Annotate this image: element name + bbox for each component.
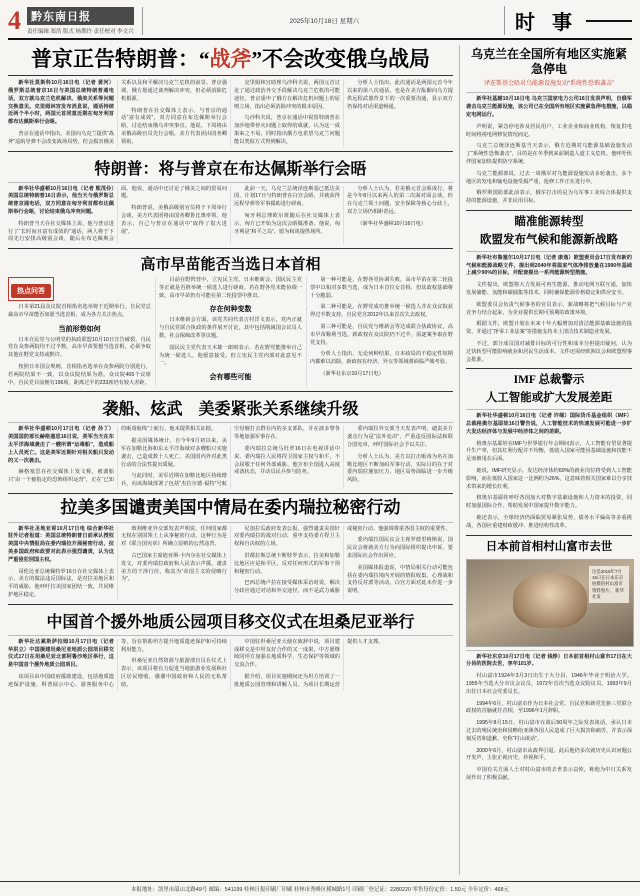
paragraph: 1995年8月15日，村山富市在战后50周年之际发表谈话，承认日本过去的殖民统治和侵略给亚洲各国人民造成了巨大损害和痛苦，并表示深刻反省和道歉，史称“村山谈话”。 — [466, 720, 633, 742]
divider — [466, 535, 632, 536]
paper-logo — [27, 7, 143, 35]
paragraph: 分析人士认为，若美俄元首会晤成行，将是今年8月以来两人的第二次面对面会谈，但在乌克兰领土问题、安全保障等核心分歧上，双方立场仍相距甚远。 — [347, 185, 453, 215]
paragraph: 欧盟委员会负责气候事务的官员表示，新战略将把气候目标与产业竞争力结合起来，为企业提供长期可预期的政策环境。 — [466, 301, 632, 316]
staff-line: 责任编辑 郑浩 版式 杨期许 责任校对 李文兴 — [27, 28, 134, 35]
paragraph: 新华社圣地亚哥10月17日电 综合新华社驻外记者报道：美国总统特朗普日前承认授权美国中央情报局在委内瑞拉开展秘密行动，拉美多国政府和政要对此表示强烈谴责，认为这严重侵犯别国主权。 — [8, 525, 114, 563]
paragraph: 目前在野阵营中，立宪民主党、日本维新会、国民民主党等正就是否推举统一候选人进行磋商。若在野各党未能协调一致，高市早苗仍有可能在第二轮投票中胜出。 — [159, 277, 302, 299]
paragraph: 新华社华盛顿10月16日电（记者 熊茂伶）美国总统特朗普16日表示，他当天与俄罗斯总统普京通电话，双方同意在匈牙利首都布达佩斯举行会晤，讨论结束俄乌冲突问题。 — [8, 185, 114, 215]
body-columns — [8, 80, 453, 146]
divider — [466, 368, 632, 369]
divider — [8, 604, 453, 605]
paragraph: 新华社布鲁塞尔10月17日电（记者 康逸）欧盟委员会17日发布新的气候和能源战略文件，提出到2040年将温室气体净排放量在1990年基础上减少90%的目标，并配套提出一系列能源转型措施。 — [466, 254, 632, 277]
headline-imf-line2: 人工智能或扩大发展差距 — [485, 392, 613, 405]
paragraph: 该项目由中国政府援助建设，包括地质遗迹保护设施、科普展示中心、游客服务中心等，旨在帮助坦方提升地质遗迹保护和可持续利用能力。 — [8, 638, 227, 688]
article-murayama-obituary — [466, 540, 632, 783]
paragraph: 普京在通话中指出，美国向乌克兰提供“战斧”巡航导弹不会改变战场局势，但会损害俄美关系以及和平解决乌克兰危机的前景。普京强调，俄方愿通过谈判解决冲突，但必须消除危机根源。 — [8, 80, 227, 145]
portrait-figure — [513, 573, 586, 628]
hot-topic-tag-wrap — [8, 277, 54, 301]
headline-murayama-obituary: 日本前首相村山富市去世 — [485, 540, 613, 553]
article-imf-ai-warning — [466, 373, 632, 530]
paragraph: 新华社华盛顿10月17日电（记者 孙丁）美国国防部长赫格塞思16日说，美军当天在东太平洋海域袭击了一艘所谓“运毒船”，造成船上人员死亡。这是美军近期针对相关船只发动的又一次袭击。 — [8, 426, 114, 464]
subheading-current-situation: 当前形势如何 — [58, 324, 101, 333]
paragraph: 乌克兰总统泽连斯基当天表示，俄方近期对乌能源基础设施发动了“系统性恐怖袭击”，目的是在冬季到来前制造人道主义危机。他呼吁伙伴国家加快提供防空系统。 — [466, 143, 632, 165]
paragraph: 据介绍，项目实施期间还为坦方培训了一批地质公园管理和讲解人员，为项目长期运营提供人才支撑。 — [234, 638, 384, 688]
headline-emphasis: 战斧 — [209, 47, 252, 71]
masthead — [8, 6, 632, 40]
headline-geopark-tanzania: 中国首个援外地质公园项目移交仪式在坦桑尼亚举行 — [46, 613, 415, 631]
divider — [8, 75, 453, 76]
paragraph: 她还表示，全球经济仍面临贸易紧张局势、债务水平偏高等多重挑战，各国应重建财政缓冲、推进结构性改革。 — [466, 515, 632, 529]
paragraph: 她说，IMF研究显示，发达经济体约60%的就业岗位将受到人工智能影响，而在低收入国家这一比例约为26%，这意味着相关国家难以分享技术带来的增长红利。 — [466, 468, 633, 490]
paragraph: 巴西总统卢拉在接受媒体采访时说，解决分歧应通过对话和外交途径，而不是武力威胁或秘密行动。他强调尊重各国主权的重要性。 — [234, 525, 451, 595]
hot-topic-tag: 热点问答 — [11, 284, 51, 298]
paragraph: 新华社华盛顿10月16日电（记者 许缘）国际货币基金组织（IMF）总裁格奥尔基耶娃16日警告说，人工智能技术的快速发展可能进一步扩大发达经济体与发展中经济体之间的差距。 — [466, 413, 632, 435]
photo-murayama — [466, 559, 634, 647]
paragraph: 匈牙利总理欧尔班随后在社交媒体上表示，匈方已开始为这次会晤做准备。他说，匈牙利是“和平之岛”，愿为和谈提供场所。 — [234, 212, 340, 235]
paragraph: 美国媒体报道说，中情局相关行动可能包括在委内瑞拉境内开展的情报收集、心理战和支持反对派等活动。白宫方面对此未作进一步说明。 — [347, 564, 453, 595]
paragraph: 不过，部分成员国对减排目标的可行性和成本分担提出疑问，认为过快转型可能影响就业和居民生活成本。文件还需经欧洲议会和欧盟理事会批准。 — [466, 341, 633, 363]
paragraph: 文件提出，欧盟将大力发展可再生能源，推动电网互联互通，加快发展储能、氢能和碳捕集等技术，同时确保能源价格稳定和供应安全。 — [466, 282, 632, 297]
paragraph: 乌克兰能源部说，过去一周俄军对乌能源设施发动多轮袭击，多个地区的发电和输电设施受损严重，抢修工作正在进行中。 — [466, 170, 632, 185]
paragraph: 委内瑞拉外交部当天发表声明，谴责美方袭击行为是“法外处决”，严重违反国际法和联合国宪章，呼吁国际社会予以关注。 — [347, 426, 453, 449]
divider — [8, 522, 453, 523]
paragraph: 1994年6月，村山富市作为日本社会党、自民党和新党先驱三党联合政权的首脑就任首相，至1996年1月辞职。 — [466, 700, 632, 715]
divider — [466, 251, 632, 252]
paragraph: 2000年6月，村山富市从政界引退。此后他仍多次就历史认识问题公开发声，主张正视历史、珍视和平。 — [466, 747, 632, 762]
left-column-group — [8, 45, 460, 875]
article-takaichi — [8, 253, 453, 387]
paragraph: 新华社基辅10月16日电 乌克兰国家电力公司16日发表声明，自俄军袭击乌克兰能源设施，该公司已在全国所有地区实施紧急停电措施，以稳定电网运行。 — [466, 96, 633, 118]
body-columns — [8, 526, 453, 600]
paragraph: 新华社达累斯萨拉姆10月17日电（记者 华洪立）中国援建坦桑尼亚地质公园项目移交仪式17日在坦桑尼亚北部阿鲁沙地区举行，这是中国首个援外地质公园项目。 — [8, 638, 114, 669]
paragraph: 与此同时，美军近期在加勒比地区持续增兵，向该海域部署了包括“杰拉尔德·福特”号航空母舰打击群在内的多支部队，并在波多黎各等地加强军事存在。 — [121, 426, 340, 488]
headline-budapest-summit: 特朗普：将与普京在布达佩斯举行会晤 — [94, 160, 367, 178]
paragraph: 新华社东京10月17日电（记者 钱铮）日本前首相村山富市17日在大分县的医院去世，享年101岁。 — [466, 653, 632, 668]
paragraph: 克里姆林宫助理乌沙科夫说，两国元首讨论了通过政治外交手段解决乌克兰危机的可能途径，普京重申了俄方在解决危机问题上的原则立场，指出必须消除冲突的根本原因。 — [234, 80, 340, 110]
issue-date: 2025年10月18日 星期六 — [289, 18, 360, 25]
article-geopark-tanzania — [8, 609, 453, 690]
paragraph: 特朗普在社交媒体上表示，与普京的通话“富有成效”，双方同意在布达佩斯举行会晤，讨论结束俄乌冲突事宜。他说，下周将由美俄高级官员先行会晤，美方代表团由国务卿领衔。 — [121, 107, 227, 145]
paragraph: 日本自民党与公明党的执政联盟10月10日宣告破裂，自民党在众参两院均不过半数，高市早苗要想当选首相，必须争取其他在野党支持或默许。 — [8, 336, 151, 359]
paragraph: 尼加拉瓜政府发表公报，强烈谴责美国针对委内瑞拉的敌对行动，重申支持委方捍卫主权和自决权的立场。 — [234, 525, 340, 548]
paragraph: 乌沙科夫说，普京在通话中祝贺特朗普在加沙地带停火问题上取得的成就，认为这一成果来之不易，同时指出俄方也希望乌克兰问题能以类似方式得到解决。 — [234, 115, 340, 145]
paragraph: 委内瑞拉总统马杜罗16日在电视讲话中说，委内瑞拉人民将捍卫国家主权与和平，不会屈服于任何外部威胁。他宣布全国进入高度戒备状态，并动员民兵参与防务。 — [234, 446, 340, 476]
paragraph: 中国驻坦桑尼亚大使在致辞中说，项目建成移交是中坦友好合作的又一成果，中方愿继续同坦方加强在地质科学、生态保护等领域的交流合作。 — [234, 638, 340, 669]
body-columns — [8, 639, 453, 690]
paragraph: 根据文件，欧盟计划在未来十年大幅增加对清洁能源基础设施的投资，并通过“净零工业法案”等措施支持本土清洁技术制造业发展。 — [466, 321, 632, 336]
page-body — [8, 45, 632, 875]
paragraph: （新华社华盛顿10月16日电） — [357, 220, 426, 227]
right-column-group — [460, 45, 632, 875]
paragraph: 中国有关方面人士对村山富市的去世表示哀悼，称他为中日关系发展作出了积极贡献。 — [466, 767, 632, 781]
paragraph-intro: 日本第21届众议院首相指名选举将于近期举行。自民党总裁高市早苗能否如愿当选首相，成为各方关注焦点。 — [8, 304, 151, 318]
subheading-variables: 存在何种变数 — [209, 305, 252, 314]
paragraph: 日本维新会方面，该党共同代表吉村洋文表示，党内正就与自民党联合执政的条件展开讨论，其中包括削减国会议员人数、社会保障改革等议题。 — [159, 317, 302, 340]
paragraph: 俄罗斯国防部此前表示，俄军打击的是为乌军事工业综合体提供支持的能源设施，并非民用目标。 — [466, 190, 632, 205]
headline-part-1: 普京正告特朗普：“ — [31, 47, 210, 71]
divider — [8, 493, 453, 494]
paragraph: 哥伦比亚总统佩特罗16日在社交媒体上表示，美方的做法违反国际法，是对拉美地区和平的威胁。他呼吁拉美国家团结一致，共同维护地区稳定。 — [8, 568, 114, 598]
page-footer: 本报地址：凯里市韶山北路49号 邮编：541199 桂林日报印刷厂印刷 桂林市秀峰区模城路1号 印刷厂登记证：2280220 零售每份定价：1.50元 全年定价：468元 — [0, 881, 640, 896]
paragraph: 第一种可能是，在野各党协调失败，高市早苗在第二轮投票中以相对多数当选，成为日本首位女首相，但其政权基础将十分脆弱。 — [310, 277, 453, 299]
divider — [8, 391, 453, 392]
paragraph: 赫格塞思在社交媒体上发文称，被袭船只“由一个被指定的恐怖组织运营”，正在“已知的贩毒航线”上航行。他未提供相关证据。 — [8, 426, 217, 484]
section-rule — [586, 20, 632, 22]
section-title: 时 事 — [504, 6, 578, 35]
divider — [8, 151, 453, 152]
divider — [466, 210, 632, 211]
subhead-ukraine-blackout: 泽连斯基会晤对乌能源设施发动“系统性恐怖袭击” — [484, 81, 614, 87]
paragraph: 格奥尔基耶娃呼吁各国加大对数字基础设施和人力资本的投资，同时加强国际合作，帮助发展中国家提升数字能力。 — [466, 495, 632, 510]
headline-takaichi: 高市早苗能否当选日本首相 — [140, 257, 321, 274]
divider — [8, 635, 453, 636]
article-putin-trump — [8, 47, 453, 147]
body-columns — [8, 186, 453, 245]
paragraph: 分析人士指出，此次通话是两国元首今年以来的第八次通话，也是在美方酝酿向乌方提供远程武器背景下的一次重要沟通，显示双方仍保持对话渠道畅通。 — [347, 80, 453, 110]
article-eu-climate-strategy — [466, 215, 632, 364]
headline-us-venezuela-tension: 袭船、炫武 美委紧张关系继续升级 — [102, 401, 359, 419]
headline-eu-climate-line1: 瞄准能源转型 — [514, 215, 584, 228]
paper-name: 黔东南日报 — [27, 7, 134, 25]
article-us-venezuela-tension — [8, 396, 453, 489]
paragraph: 按照日本国会规则，首相指名选举在众参两院分别进行，若两院结果不一致，以众议院结果为准。众议院465个议席中，自民党目前拥有196席，距离过半的233席仍有较大差距。 — [8, 364, 151, 386]
paragraph: 国民民主党代表玉木雄一郎则表示，若在野党能推举自己为统一候选人，他愿意接受。但立宪民主党内部对此意见不一。 — [159, 344, 302, 367]
headline-imf-line1: IMF 总裁警示 — [513, 374, 585, 387]
divider — [466, 650, 632, 651]
paragraph: 分析人士指出，无论何种结果，日本政局的不稳定性短期内都难以消除，新政权在经济、外交等领域将面临严峻考验。 — [310, 351, 453, 366]
headline-latam-condemns-cia: 拉美多国谴责美国中情局在委内瑞拉秘密行动 — [60, 498, 401, 518]
paragraph: 第二种可能是，在野党成功推举统一候选人并在众议院获得过半数支持，自民党自2012年以来首次失去政权。 — [310, 304, 453, 319]
paragraph: 村山富市1924年3月3日出生于大分县，1946年毕业于明治大学。1955年当选大分市议会议员，1972年首次当选众议院议员，1993年9月出任日本社会党委员长。 — [466, 673, 632, 695]
headline-part-2: ”不会改变俄乌战局 — [251, 47, 430, 71]
paragraph: 坦桑尼亚自然资源与旅游部官员在仪式上表示，该项目将有力促进当地旅游业发展和社区居民增收，感谢中国政府和人民的无私帮助。 — [121, 658, 227, 688]
body-columns — [8, 277, 453, 387]
paragraph: 格奥尔基耶娃在IMF与世界银行年会期间表示，人工智能有望显著提升生产率，但其红利分配并不均衡，低收入国家可能因基础设施和技能不足而被甩在后面。 — [466, 440, 633, 463]
paragraph: 此前一天，乌克兰总统泽连斯基已抵达美国，计划17日与特朗普在白宫会晤，并就获得远程导弹等军事援助进行磋商。 — [234, 185, 340, 208]
page-number: 4 — [8, 5, 21, 35]
divider — [8, 422, 453, 423]
paragraph: 特朗普说，美俄高级别官员将于下周举行会谈，美方代表团将由国务卿鲁比奥率领。他表示，自己与普京在通话中“取得了很大进展”。 — [121, 205, 227, 235]
paragraph: 分析人士认为，美方以打击贩毒为名在加勒比地区不断加码军事行动，实际目的在于对委内瑞拉施加压力，地区局势面临进一步升级风险。 — [347, 453, 453, 484]
paragraph: 声明说，紧急停电涉及居民用户、工业企业和商业机构，恢复供电时间将视电网修复情况而定。 — [466, 123, 632, 138]
paragraph: 洪都拉斯总统卡斯特罗表示，拉美和加勒比地区应是和平区，反对任何形式的军事干预和秘密行动。 — [234, 552, 340, 575]
divider — [466, 92, 632, 93]
paragraph: 据美国媒体统计，自今年9月初以来，美军在加勒比海和东太平洋海域对多艘船只实施袭击，已造成数十人死亡。美国国内外对此类行动的合法性提出质疑。 — [121, 438, 227, 468]
article-latam-condemns-cia — [8, 498, 453, 600]
article-ukraine-blackout — [466, 47, 632, 206]
paragraph: 古巴国家主席迪亚斯-卡内尔在社交媒体上发文，对委内瑞拉政府和人民表示声援，谴责美方的干涉行径，称其为“帝国主义的侵略行为”。 — [121, 552, 227, 583]
headline-ukraine-blackout: 乌克兰在全国所有地区实施紧急停电 — [470, 47, 627, 76]
body-columns — [8, 426, 453, 489]
divider — [466, 409, 632, 410]
headline-eu-climate-line2: 欧盟发布气候和能源新战略 — [480, 233, 618, 246]
headline-putin-trump — [8, 47, 453, 71]
paragraph: （新华社东京10月17日电） — [320, 371, 384, 378]
subheading-possibilities: 会有哪些可能 — [209, 373, 252, 382]
divider — [8, 248, 453, 249]
divider — [8, 182, 453, 183]
article-budapest-summit — [8, 156, 453, 245]
paragraph: 第三种可能是，自民党与维新会等达成联合执政协议，高市早苗顺利当选，新政权在众议院仍不过半，需逐案争取在野党支持。 — [310, 324, 453, 346]
paragraph: 新华社莫斯科10月16日电（记者 黄河）俄罗斯总统普京16日与美国总统特朗普通电话，双方就乌克兰危机解决、俄美关系等问题交换意见。克里姆林宫发布消息说，通话持续近两个半小时，两国元首同意近期在匈牙利首都布达佩斯举行会晤。 — [8, 80, 114, 126]
paragraph: 委内瑞拉国民议会主席罗德里格斯说，国民议会将就美方行为向国际组织提出申诉，要求国际社会作出回应。 — [347, 537, 453, 559]
paragraph: 特朗普当天在社交媒体上说，他与普京进行了“长时间且富有成效的”通话，两人将于下周先行安排高级别会谈，随后在布达佩斯会面。他说，通话中还讨论了俄美之间的贸易问题。 — [8, 185, 227, 243]
photo-caption: 这是2015年7月16日在日本东京拍摄的村山富市资料照片。 新华社发 — [589, 566, 629, 604]
paragraph: 玻利维亚外交部发表声明说，任何国家都无权在别国领土上从事秘密行动，这种行为是对《联合国宪章》所确立原则的公然违背。 — [121, 525, 227, 548]
